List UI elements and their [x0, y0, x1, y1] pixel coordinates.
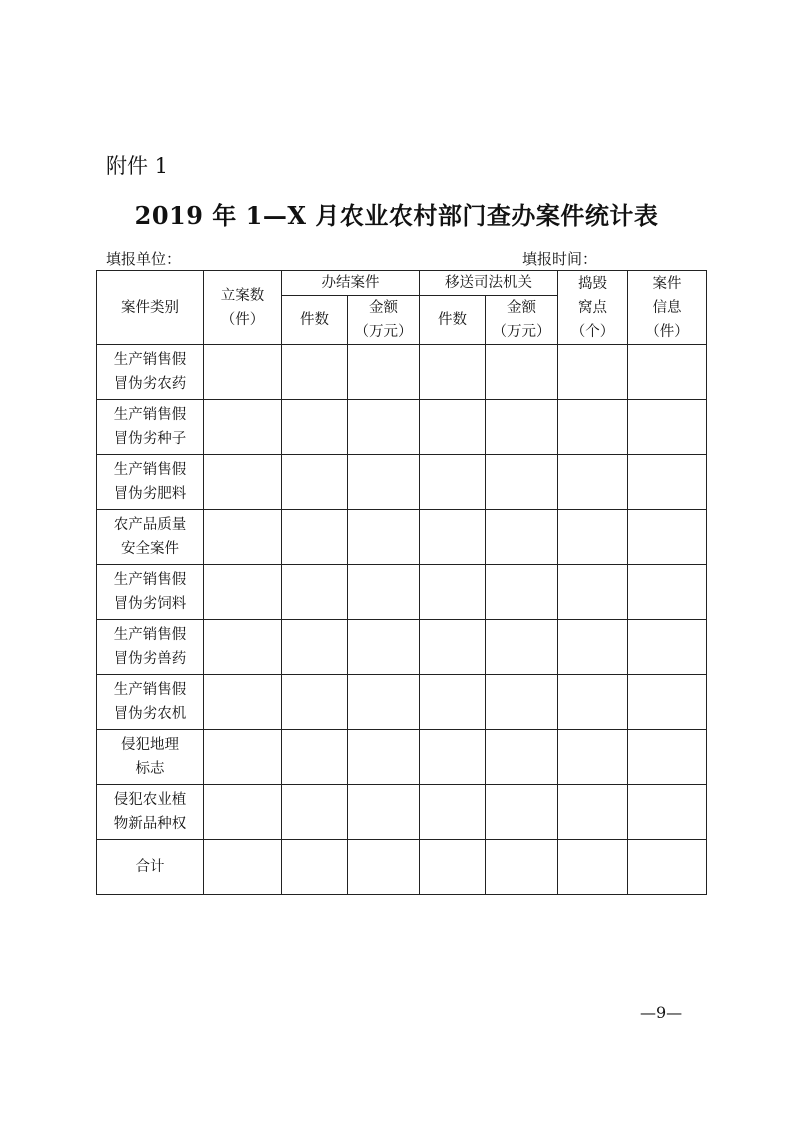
- empty-cell: [204, 455, 282, 510]
- row-category: [97, 400, 204, 455]
- empty-cell: [348, 675, 420, 730]
- empty-cell: [282, 565, 348, 620]
- empty-cell: [420, 565, 486, 620]
- row-category-line1: 侵犯农业植: [113, 792, 187, 808]
- header-dens-line3: （个）: [570, 323, 615, 340]
- row-category: [97, 345, 204, 400]
- empty-cell: [420, 730, 486, 785]
- empty-cell: [558, 620, 628, 675]
- row-category-line2: 物新品种权: [113, 816, 187, 832]
- empty-cell: [628, 455, 707, 510]
- empty-cell: [204, 730, 282, 785]
- empty-cell: [282, 620, 348, 675]
- empty-cell: [628, 730, 707, 785]
- empty-cell: [558, 675, 628, 730]
- header-info-line3: （件）: [645, 323, 689, 340]
- empty-cell: [558, 345, 628, 400]
- header-transferred-amount-line2: （万元）: [492, 324, 551, 340]
- empty-cell: [204, 840, 282, 895]
- fill-unit-label: 填报单位：: [106, 250, 182, 268]
- header-concluded-count: 件数: [282, 296, 348, 345]
- header-transferred-amount: [486, 296, 558, 345]
- attachment-label: 附件 1: [106, 154, 169, 178]
- table-row: [97, 455, 707, 510]
- table-row: [97, 620, 707, 675]
- header-transferred: 移送司法机关: [420, 271, 558, 296]
- header-info: [628, 271, 707, 345]
- table-row: [97, 345, 707, 400]
- empty-cell: [420, 785, 486, 840]
- empty-cell: [558, 730, 628, 785]
- empty-cell: [348, 510, 420, 565]
- empty-cell: [348, 620, 420, 675]
- row-category: [97, 785, 204, 840]
- empty-cell: [420, 620, 486, 675]
- row-category-line2: 冒伪劣农机: [113, 706, 187, 722]
- empty-cell: [282, 785, 348, 840]
- header-dens: [558, 271, 628, 345]
- empty-cell: [486, 730, 558, 785]
- empty-cell: [282, 510, 348, 565]
- empty-cell: [204, 785, 282, 840]
- empty-cell: [420, 675, 486, 730]
- header-filed: [204, 271, 282, 345]
- empty-cell: [420, 400, 486, 455]
- empty-cell: [348, 400, 420, 455]
- empty-cell: [282, 840, 348, 895]
- empty-cell: [204, 345, 282, 400]
- document-title: 2019 年 1—X 月农业农村部门查办案件统计表: [134, 201, 659, 230]
- row-category: [97, 730, 204, 785]
- empty-cell: [420, 510, 486, 565]
- table-row: [97, 565, 707, 620]
- header-row-top: [97, 271, 707, 296]
- empty-cell: [486, 345, 558, 400]
- empty-cell: [628, 510, 707, 565]
- header-transferred-amount-line1: 金额: [507, 300, 536, 316]
- header-filed-line2: （件）: [220, 311, 265, 328]
- empty-cell: [486, 675, 558, 730]
- row-category-line1: 生产销售假: [113, 682, 187, 698]
- fill-time-label: 填报时间：: [522, 250, 598, 268]
- empty-cell: [204, 675, 282, 730]
- row-category-line1: 侵犯地理: [121, 737, 179, 753]
- empty-cell: [282, 455, 348, 510]
- header-concluded-amount: [348, 296, 420, 345]
- empty-cell: [486, 785, 558, 840]
- table-row: [97, 675, 707, 730]
- row-category: [97, 565, 204, 620]
- empty-cell: [558, 455, 628, 510]
- row-category-line1: 生产销售假: [113, 462, 187, 478]
- header-info-line1: 案件: [652, 275, 682, 292]
- header-concluded: 办结案件: [282, 271, 420, 296]
- empty-cell: [348, 455, 420, 510]
- empty-cell: [420, 840, 486, 895]
- row-category-line2: 安全案件: [121, 541, 179, 557]
- empty-cell: [282, 400, 348, 455]
- table-row: [97, 400, 707, 455]
- empty-cell: [204, 510, 282, 565]
- empty-cell: [558, 510, 628, 565]
- table-row: [97, 510, 707, 565]
- empty-cell: [628, 345, 707, 400]
- empty-cell: [558, 565, 628, 620]
- row-category-line2: 冒伪劣兽药: [113, 651, 187, 667]
- row-category: [97, 620, 204, 675]
- empty-cell: [486, 510, 558, 565]
- total-row: [97, 840, 707, 895]
- header-transferred-count: 件数: [420, 296, 486, 345]
- empty-cell: [282, 675, 348, 730]
- header-concluded-amount-line2: （万元）: [354, 324, 413, 340]
- header-concluded-amount-line1: 金额: [369, 300, 398, 316]
- empty-cell: [348, 730, 420, 785]
- empty-cell: [558, 785, 628, 840]
- page-number: —9—: [640, 1003, 683, 1022]
- empty-cell: [420, 345, 486, 400]
- total-label: 合计: [97, 840, 204, 895]
- empty-cell: [204, 620, 282, 675]
- empty-cell: [282, 345, 348, 400]
- empty-cell: [486, 455, 558, 510]
- empty-cell: [486, 565, 558, 620]
- empty-cell: [628, 840, 707, 895]
- empty-cell: [282, 730, 348, 785]
- empty-cell: [558, 400, 628, 455]
- header-info-line2: 信息: [652, 299, 682, 316]
- table-row: [97, 730, 707, 785]
- header-dens-line1: 捣毁: [578, 275, 607, 292]
- header-dens-line2: 窝点: [578, 299, 607, 316]
- row-category-line1: 生产销售假: [113, 627, 187, 643]
- row-category: [97, 510, 204, 565]
- row-category-line2: 冒伪劣肥料: [113, 486, 187, 502]
- row-category: [97, 675, 204, 730]
- empty-cell: [486, 400, 558, 455]
- row-category-line2: 冒伪劣饲料: [113, 596, 187, 612]
- empty-cell: [204, 565, 282, 620]
- empty-cell: [628, 565, 707, 620]
- empty-cell: [348, 565, 420, 620]
- header-category: 案件类别: [97, 271, 204, 345]
- row-category-line2: 冒伪劣农药: [113, 376, 187, 392]
- empty-cell: [204, 400, 282, 455]
- case-statistics-table: [96, 270, 707, 895]
- empty-cell: [558, 840, 628, 895]
- row-category-line2: 标志: [135, 761, 165, 777]
- row-category: [97, 455, 204, 510]
- table-row: [97, 785, 707, 840]
- empty-cell: [420, 455, 486, 510]
- row-category-line1: 农产品质量: [113, 517, 187, 533]
- empty-cell: [348, 840, 420, 895]
- row-category-line1: 生产销售假: [113, 572, 187, 588]
- empty-cell: [486, 840, 558, 895]
- empty-cell: [486, 620, 558, 675]
- empty-cell: [628, 400, 707, 455]
- empty-cell: [628, 620, 707, 675]
- header-filed-line1: 立案数: [220, 287, 265, 304]
- empty-cell: [348, 785, 420, 840]
- empty-cell: [628, 785, 707, 840]
- row-category-line2: 冒伪劣种子: [113, 431, 187, 447]
- row-category-line1: 生产销售假: [113, 407, 187, 423]
- row-category-line1: 生产销售假: [113, 352, 187, 368]
- empty-cell: [348, 345, 420, 400]
- empty-cell: [628, 675, 707, 730]
